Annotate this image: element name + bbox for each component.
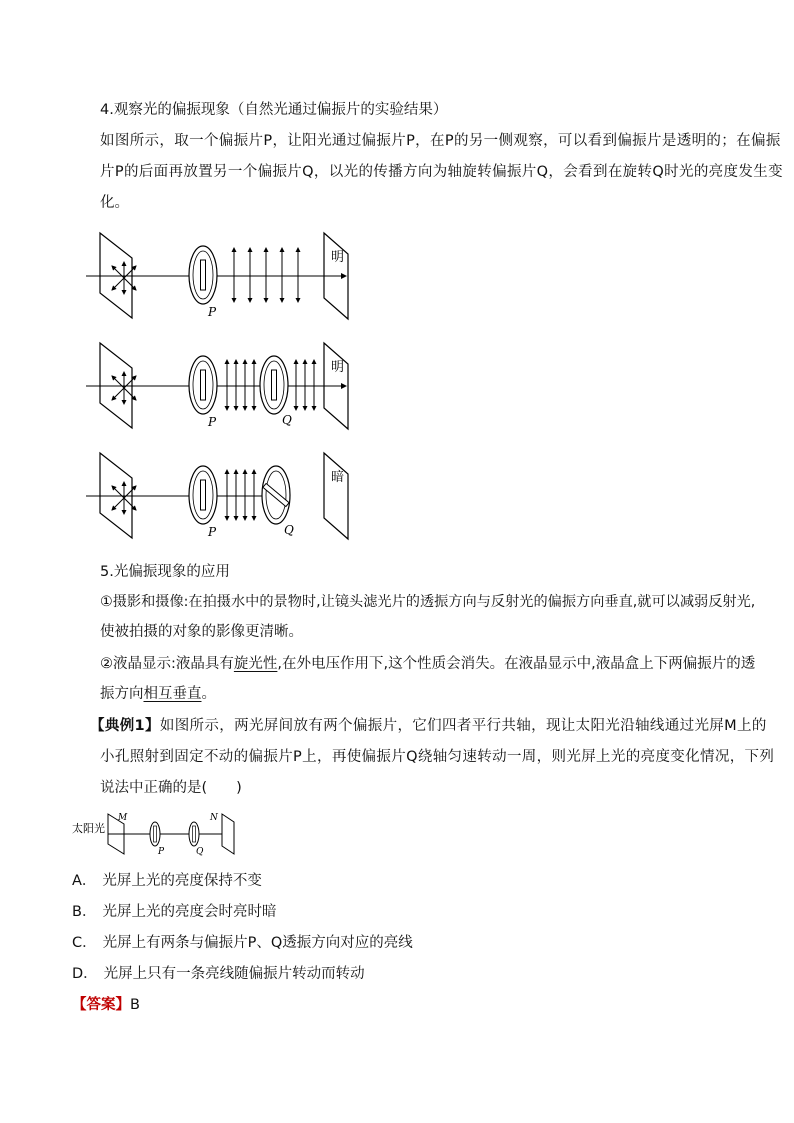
application-2-line1 — [100, 654, 755, 674]
application-2-text-c: 振方向 — [100, 686, 144, 702]
application-2-line2 — [100, 684, 216, 704]
option-a-text: 光屏上光的亮度保持不变 — [102, 873, 262, 889]
option-b-letter: B． — [72, 904, 97, 920]
polarizer-q-label: Q — [282, 413, 292, 427]
example-question-l3: 说法中正确的是( ) — [100, 780, 242, 796]
screen-m-label: M — [118, 813, 128, 823]
application-1-line1: ①摄影和摄像:在拍摄水中的景物时,让镜头滤光片的透振方向与反射光的偏振方向垂直,就可以减弱反射光, — [100, 594, 756, 610]
application-2-text-a: ②液晶显示:液晶具有 — [100, 656, 234, 672]
example-line1 — [90, 716, 767, 736]
example-question-l2: 小孔照射到固定不动的偏振片P上，再使偏振片Q绕轴匀速转动一周，则光屏上光的亮度变化情况，下列 — [100, 749, 775, 765]
example-tag: 【典例1】 — [90, 718, 160, 734]
answer-value: B — [130, 997, 140, 1013]
option-d-text: 光屏上只有一条亮线随偏振片转动而转动 — [103, 966, 365, 982]
example-setup-figure — [72, 808, 242, 858]
option-b-text: 光屏上光的亮度会时亮时暗 — [102, 904, 277, 920]
polarizer-p-label: P — [208, 525, 217, 539]
polarized-light-arrows — [234, 248, 298, 302]
application-2-text-b: ,在外电压作用下,这个性质会消失。在液晶显示中,液晶盒上下两偏振片的透 — [277, 656, 756, 672]
screen — [324, 453, 348, 539]
answer-tag: 【答案】 — [72, 997, 130, 1013]
perpendicular-term: 相互垂直 — [143, 686, 202, 702]
polarized-light-arrows — [227, 470, 254, 520]
application-2-text-d: 。 — [201, 686, 216, 702]
application-1-line2: 使被拍摄的对象的影像更清晰。 — [100, 624, 303, 640]
sunlight-label: 太阳光 — [72, 822, 105, 835]
option-d-letter: D． — [72, 966, 98, 982]
section4-paragraph-line3: 化。 — [100, 195, 129, 211]
polarizer-p-label: P — [208, 305, 217, 319]
option-d — [72, 964, 365, 984]
section4-paragraph-line1: 如图所示，取一个偏振片P，让阳光通过偏振片P，在P的另一侧观察，可以看到偏振片是透明的；在偏振 — [100, 133, 781, 149]
option-c-letter: C． — [72, 935, 97, 951]
screen-n — [222, 814, 234, 854]
example-question-l1: 如图所示，两光屏间放有两个偏振片，它们四者平行共轴，现让太阳光沿轴线通过光屏M上的 — [159, 718, 767, 734]
screen-n-label: N — [210, 813, 218, 823]
polarizer-p-label: P — [158, 847, 165, 857]
section5-heading: 5.光偏振现象的应用 — [100, 564, 230, 580]
screen-label: 明 — [331, 250, 345, 265]
panel-2-parallel — [86, 343, 348, 429]
option-b — [72, 902, 276, 922]
polarizer-p-label: P — [208, 415, 217, 429]
polarizer-q-label: Q — [284, 523, 294, 537]
polarizer-q-label: Q — [196, 847, 204, 857]
option-c-text: 光屏上有两条与偏振片P、Q透振方向对应的亮线 — [102, 935, 413, 951]
optical-rotation-term: 旋光性 — [233, 656, 278, 672]
screen-label: 明 — [331, 360, 345, 375]
option-a-letter: A． — [72, 873, 97, 889]
panel-3-crossed — [86, 453, 348, 539]
answer-line — [72, 995, 140, 1015]
option-a — [72, 871, 262, 891]
panel-1-p-only — [86, 233, 348, 319]
section4-paragraph-line2: 片P的后面再放置另一个偏振片Q，以光的传播方向为轴旋转偏振片Q，会看到在旋转Q时光的亮度发生变 — [100, 164, 783, 180]
polarization-experiment-figure — [84, 228, 374, 548]
option-c — [72, 933, 413, 953]
screen-label: 暗 — [331, 470, 345, 485]
section4-heading: 4.观察光的偏振现象（自然光通过偏振片的实验结果） — [100, 102, 448, 118]
